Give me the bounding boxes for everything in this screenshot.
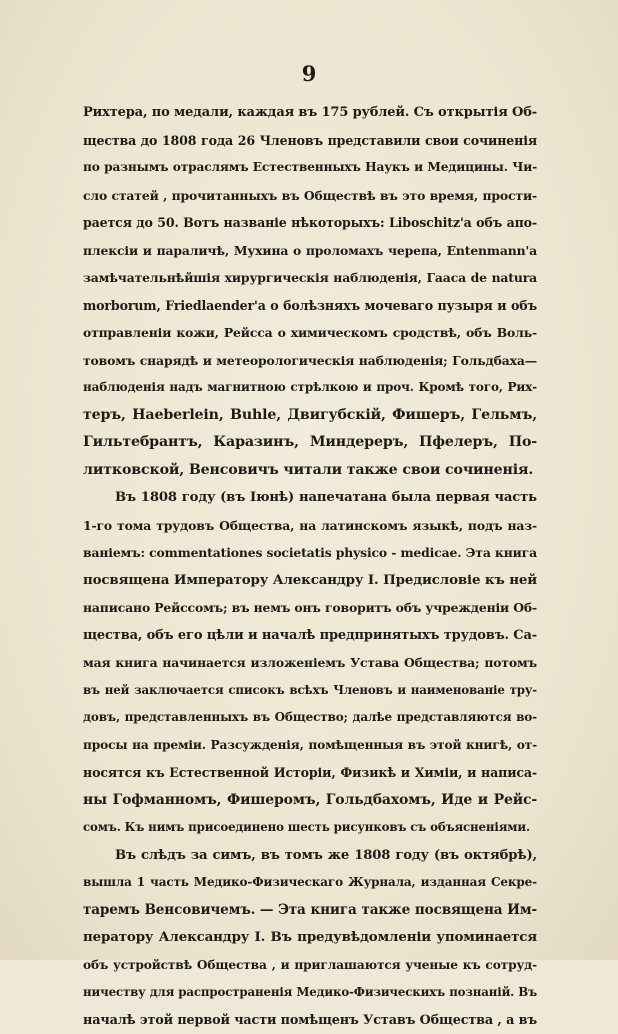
text-line: замѣчательнѣйшія хирургическія наблюденія, Гааса de natura <box>83 264 537 292</box>
text-line: ператору Александру I. Въ предувѣдомленіи упоминается <box>83 924 537 952</box>
text-line: Рихтера, по медали, каждая въ 175 рублей. Съ открытія Об- <box>83 99 537 127</box>
text-line: товомъ снарядѣ и метеорологическія наблюденія; Гольдбаха— <box>83 347 537 375</box>
text-line: ны Гофманномъ, Фишеромъ, Гольдбахомъ, Иде и Рейс- <box>83 787 537 815</box>
page-number: 9 <box>0 62 618 86</box>
text-line: плексіи и параличѣ, Мухина о проломахъ черепа, Entenmann'а <box>83 237 537 265</box>
text-line: по разнымъ отраслямъ Естественныхъ Наукъ и Медицины. Чи- <box>83 154 537 182</box>
text-line: посвящена Императору Александру I. Предисловіе къ ней <box>83 567 537 595</box>
text-line: сло статей , прочитанныхъ въ Обществѣ въ это время, прости- <box>83 182 537 210</box>
text-line: носятся къ Естественной Исторіи, Физикѣ и Химіи, и написа- <box>83 759 537 787</box>
text-line: литковской, Венсовичъ читали также свои сочиненія. <box>83 457 537 485</box>
text-line: щества до 1808 года 26 Членовъ представили свои сочиненія <box>83 127 537 155</box>
text-line: мая книга начинается изложеніемъ Устава Общества; потомъ <box>83 649 537 677</box>
text-line: таремъ Венсовичемъ. — Эта книга также посвящена Им- <box>83 897 537 925</box>
text-line: вышла 1 часть Медико-Физическаго Журнала, изданная Секре- <box>83 869 537 897</box>
text-line: довъ, представленныхъ въ Общество; далѣе представляются во- <box>83 704 537 732</box>
text-line: Гильтебрантъ, Каразинъ, Миндереръ, Пфелеръ, По- <box>83 429 537 457</box>
text-line: началѣ этой первой части помѣщенъ Уставъ Общества , а въ <box>83 1007 537 1034</box>
text-line: 1-го тома трудовъ Общества, на латинскомъ языкѣ, подъ наз- <box>83 512 537 540</box>
text-line: рается до 50. Вотъ названіе нѣкоторыхъ: Liboschitz'а объ апо- <box>83 209 537 237</box>
text-line: просы на преміи. Разсужденія, помѣщенныя въ этой книгѣ, от- <box>83 732 537 760</box>
text-line: теръ, Haeberlein, Buhle, Двигубскій, Фишеръ, Гельмъ, <box>83 402 537 430</box>
text-line: щества, объ его цѣли и началѣ предпринятыхъ трудовъ. Са- <box>83 622 537 650</box>
text-line: отправленіи кожи, Рейсса о химическомъ сродствѣ, объ Воль- <box>83 319 537 347</box>
text-line: объ устройствѣ Общества , и приглашаются ученые къ сотруд- <box>83 952 537 980</box>
text-line: morborum, Friedlaender'а о болѣзняхъ мочеваго пузыря и объ <box>83 292 537 320</box>
text-line: ничеству для распространенія Медико-Физическихъ познаній. Въ <box>83 979 537 1007</box>
text-line: написано Рейссомъ; въ немъ онъ говоритъ объ учрежденіи Об- <box>83 594 537 622</box>
body-text <box>83 99 537 1034</box>
text-line: наблюденія надъ магнитною стрѣлкою и проч. Кромѣ того, Рих- <box>83 374 537 402</box>
text-line: въ ней заключается списокъ всѣхъ Членовъ и наименованіе тру- <box>83 677 537 705</box>
text-line: ваніемъ: commentationes societatis physico - medicae. Эта книга <box>83 539 537 567</box>
text-line: сомъ. Къ нимъ присоединено шесть рисунковъ съ объясненіями. <box>83 814 537 842</box>
text-line: Въ 1808 году (въ Іюнѣ) напечатана была первая часть <box>83 484 537 512</box>
text-line: Въ слѣдъ за симъ, въ томъ же 1808 году (въ октябрѣ), <box>83 842 537 870</box>
